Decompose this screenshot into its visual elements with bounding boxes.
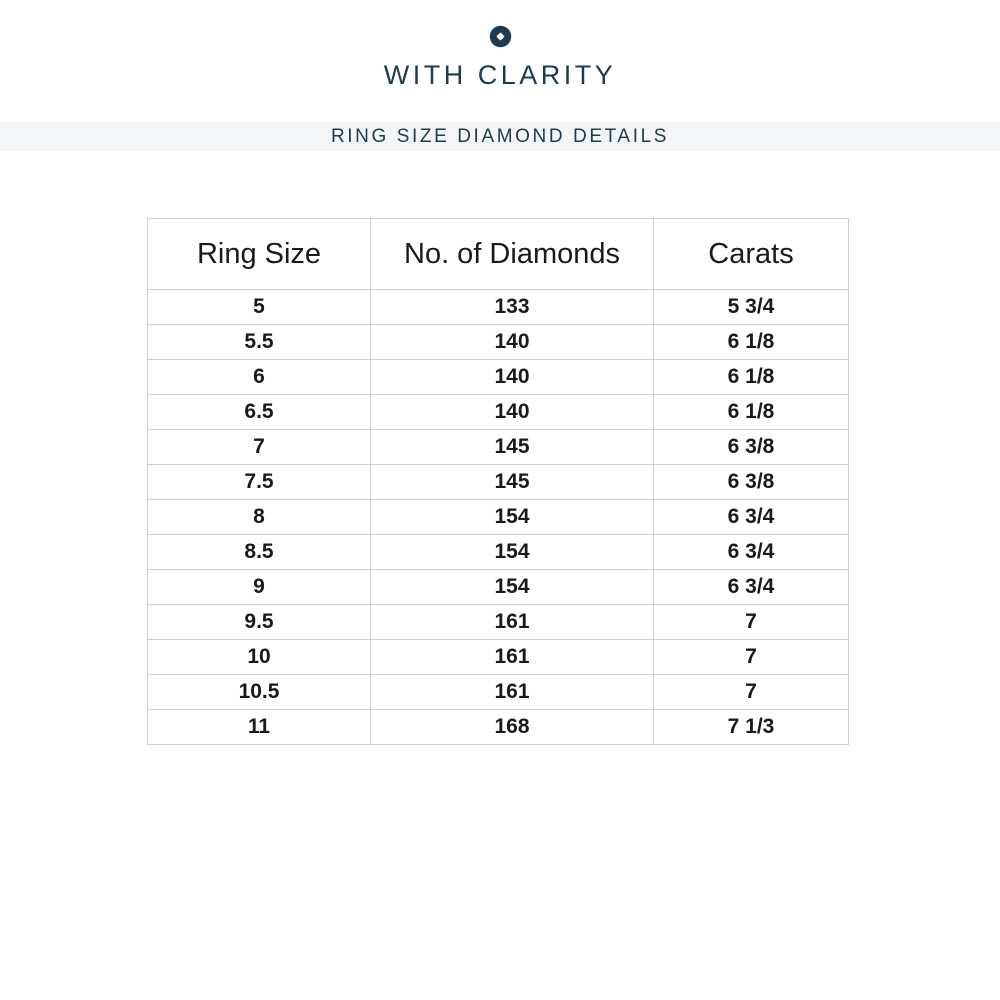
cell-ring-size: 11 — [148, 710, 371, 745]
cell-carats: 7 — [654, 675, 849, 710]
cell-no-of-diamonds: 161 — [371, 640, 654, 675]
cell-no-of-diamonds: 154 — [371, 570, 654, 605]
cell-ring-size: 5 — [148, 290, 371, 325]
table-row — [148, 430, 849, 465]
cell-no-of-diamonds: 140 — [371, 360, 654, 395]
cell-no-of-diamonds: 161 — [371, 605, 654, 640]
cell-ring-size: 9.5 — [148, 605, 371, 640]
col-header-ring-size: Ring Size — [148, 219, 371, 290]
cell-carats: 6 3/4 — [654, 500, 849, 535]
table-row — [148, 360, 849, 395]
cell-ring-size: 6 — [148, 360, 371, 395]
brand-header — [0, 0, 1000, 89]
cell-ring-size: 7 — [148, 430, 371, 465]
ring-size-table — [147, 218, 849, 745]
brand-name: WITH CLARITY — [383, 60, 617, 90]
table-row — [148, 675, 849, 710]
cell-carats: 7 1/3 — [654, 710, 849, 745]
table-header-row — [148, 219, 849, 290]
cell-carats: 5 3/4 — [654, 290, 849, 325]
cell-no-of-diamonds: 140 — [371, 325, 654, 360]
table-row — [148, 535, 849, 570]
table-row — [148, 395, 849, 430]
cell-carats: 7 — [654, 640, 849, 675]
cell-no-of-diamonds: 154 — [371, 535, 654, 570]
cell-no-of-diamonds: 168 — [371, 710, 654, 745]
cell-ring-size: 7.5 — [148, 465, 371, 500]
cell-ring-size: 10.5 — [148, 675, 371, 710]
cell-no-of-diamonds: 133 — [371, 290, 654, 325]
table-row — [148, 640, 849, 675]
section-title: RING SIZE DIAMOND DETAILS — [330, 125, 670, 147]
cell-no-of-diamonds: 140 — [371, 395, 654, 430]
cell-carats: 6 1/8 — [654, 360, 849, 395]
diamond-circle-icon — [0, 25, 1000, 48]
table-body — [148, 290, 849, 745]
cell-ring-size: 6.5 — [148, 395, 371, 430]
cell-ring-size: 5.5 — [148, 325, 371, 360]
cell-carats: 6 3/8 — [654, 465, 849, 500]
cell-carats: 6 3/4 — [654, 570, 849, 605]
cell-no-of-diamonds: 145 — [371, 465, 654, 500]
cell-carats: 6 1/8 — [654, 395, 849, 430]
table-row — [148, 605, 849, 640]
cell-carats: 7 — [654, 605, 849, 640]
table-row — [148, 325, 849, 360]
cell-carats: 6 1/8 — [654, 325, 849, 360]
cell-ring-size: 8 — [148, 500, 371, 535]
cell-no-of-diamonds: 145 — [371, 430, 654, 465]
table-row — [148, 465, 849, 500]
cell-no-of-diamonds: 154 — [371, 500, 654, 535]
table-row — [148, 570, 849, 605]
cell-ring-size: 10 — [148, 640, 371, 675]
table-row — [148, 290, 849, 325]
cell-carats: 6 3/8 — [654, 430, 849, 465]
table-row — [148, 710, 849, 745]
col-header-no-of-diamonds: No. of Diamonds — [371, 219, 654, 290]
cell-no-of-diamonds: 161 — [371, 675, 654, 710]
cell-ring-size: 8.5 — [148, 535, 371, 570]
cell-carats: 6 3/4 — [654, 535, 849, 570]
section-banner — [0, 122, 1000, 151]
col-header-carats: Carats — [654, 219, 849, 290]
cell-ring-size: 9 — [148, 570, 371, 605]
table-row — [148, 500, 849, 535]
